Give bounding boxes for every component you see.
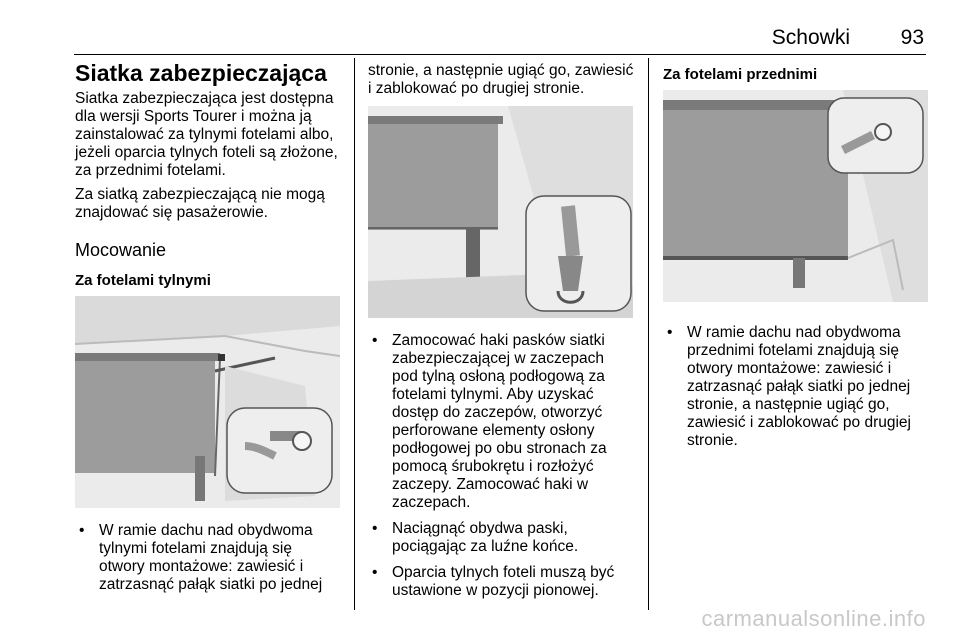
front-seat-net-illustration [663, 90, 928, 302]
column-divider [648, 58, 649, 610]
sub-subheading: Za fotelami przednimi [663, 66, 818, 83]
column-3 [663, 58, 928, 458]
page-number: 93 [900, 26, 924, 49]
subheading: Mocowanie [75, 240, 167, 260]
paragraph: stronie, a następnie ugiąć go, zawiesić i zablokować po drugiej stronie. [368, 62, 634, 97]
section-title: Schowki [771, 26, 850, 49]
paragraph: Siatka zabezpieczająca jest dostępna dla wersji Sports Tourer i można ją zainstalować za tylnymi fotelami albo, jeżeli oparcia tylnych foteli są złożone, za przednimi fotelami. [75, 90, 338, 179]
column-divider [354, 58, 355, 610]
bullet-text: Zamocować haki pasków siatki zabezpieczającej w zaczepach pod tylną osłoną podłogową za fotelami tylnymi. Aby uzyskać dostęp do zaczepów, otworzyć perforowane elementy osłony podłogowej po obu stronach za pomocą śrubokrętu i rozłożyć zaczepy. Zamocować haki w zaczepach. [392, 332, 607, 511]
bullet-text: Naciągnąć obydwa paski, pociągając za luźne końce. [392, 520, 579, 555]
bullet-symbol: • [79, 522, 85, 539]
bullet-text: Oparcia tylnych foteli muszą być ustawione w pozycji pionowej. [392, 564, 615, 599]
bullet-symbol: • [372, 564, 378, 581]
bullet-symbol: • [372, 332, 378, 349]
list-item [663, 324, 928, 450]
list-item [368, 520, 634, 556]
section-heading: Siatka zabezpieczająca [75, 60, 327, 86]
page-header [74, 24, 926, 55]
paragraph: Za siatką zabezpieczającą nie mogą znajdować się pasażerowie. [75, 186, 325, 221]
bullet-symbol: • [667, 324, 673, 341]
floor-anchor-illustration [368, 106, 633, 318]
bullet-text: W ramie dachu nad obydwoma przednimi fotelami znajdują się otwory montażowe: zawiesić i zatrzasnąć pałąk siatki po jednej stronie, a następnie ugiąć go, zawiesić i zablokować po drugiej stronie. [687, 324, 912, 449]
sub-subheading: Za fotelami tylnymi [75, 272, 211, 289]
list-item [75, 522, 340, 594]
watermark: carmanualsonline.info [701, 606, 926, 631]
column-1 [75, 58, 340, 602]
rear-seat-net-illustration [75, 296, 340, 508]
bullet-symbol: • [372, 520, 378, 537]
bullet-text: W ramie dachu nad obydwoma tylnymi fotelami znajdują się otwory montażowe: zawiesić i zatrzasnąć pałąk siatki po jednej [99, 522, 323, 593]
column-2 [368, 58, 634, 608]
list-item [368, 564, 634, 600]
list-item [368, 332, 634, 512]
